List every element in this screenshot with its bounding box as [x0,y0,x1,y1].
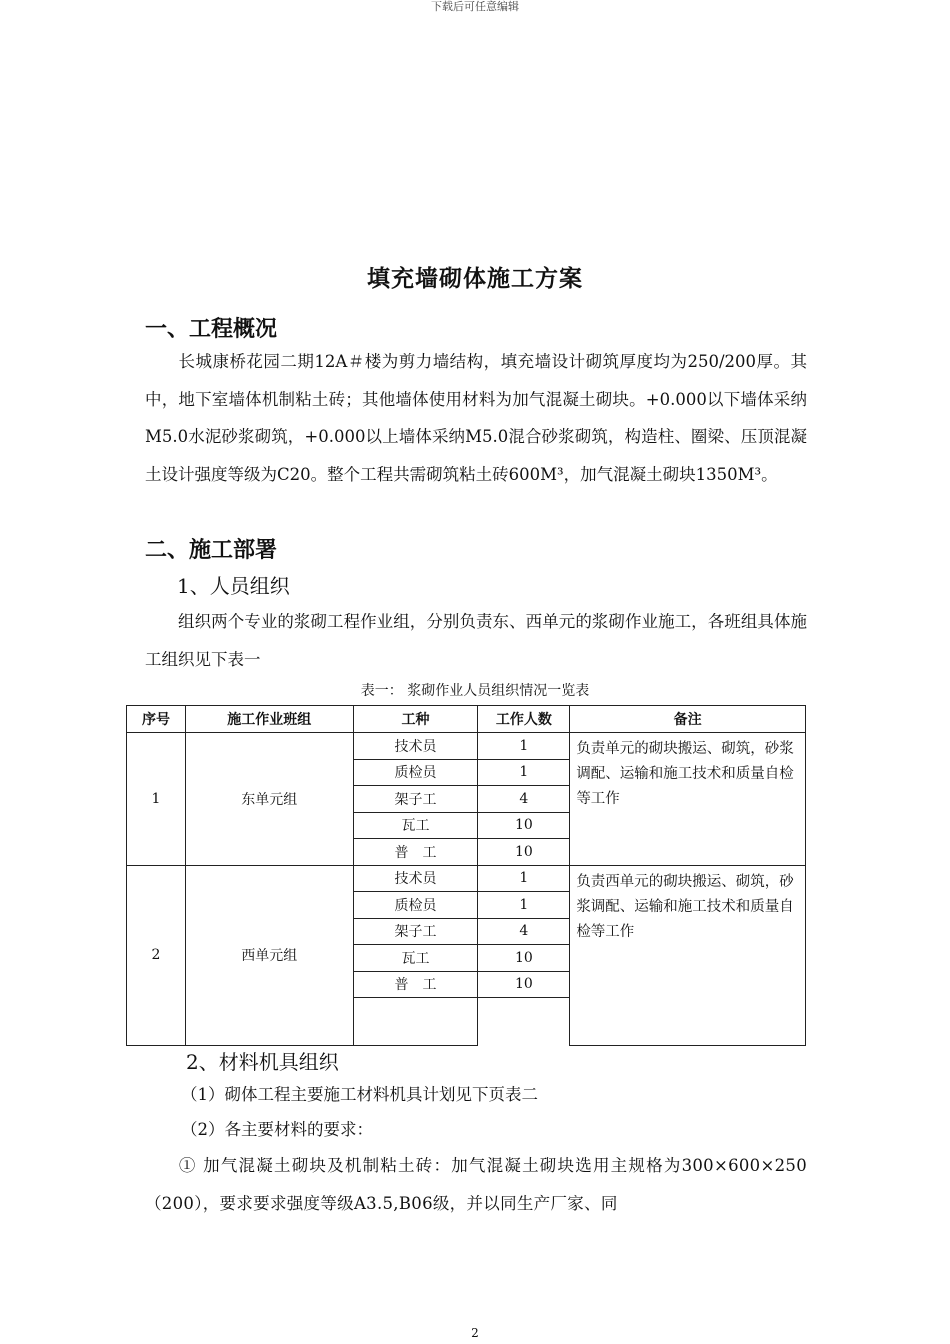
materials-item-1: （1）砌体工程主要施工材料机具计划见下页表二 [181,1085,538,1104]
personnel-paragraph [145,603,807,678]
count-cell: 1 [478,759,570,786]
subheading-personnel: 1、人员组织 [177,574,290,598]
trade-cell: 质检员 [353,759,478,786]
group-team: 东单元组 [185,733,353,866]
count-cell: 4 [478,918,570,945]
overview-text: 长城康桥花园二期12A＃楼为剪力墙结构，填充墙设计砌筑厚度均为250/200厚。其中，地下室墙体机制粘土砖；其他墙体使用材料为加气混凝土砌块。+0.000以下墙体采纳M5.0水泥砂浆砌筑，+0.000以上墙体采纳M5.0混合砂浆砌筑，构造柱、圈梁、压顶混凝土设计强度等级为C20。整个工程共需砌筑粘土砖600M³，加气混凝土砌块1350M³。 [145,352,807,484]
count-cell: 1 [478,733,570,760]
section-heading-overview: 一、工程概况 [145,316,278,342]
header-note: 备注 [570,706,806,733]
table-row [127,733,806,760]
header-no: 序号 [127,706,186,733]
trade-cell: 技术员 [353,865,478,892]
personnel-text: 组织两个专业的浆砌工程作业组，分别负责东、西单元的浆砌作业施工，各班组具体施工组织见下表一 [145,612,807,669]
trade-cell: 瓦工 [353,945,478,972]
count-cell: 1 [478,892,570,919]
empty-cell [478,998,570,1046]
trade-cell: 瓦工 [353,812,478,839]
materials-item-2: （2）各主要材料的要求： [181,1120,373,1139]
group-note: 负责单元的砌块搬运、砌筑，砂浆调配、运输和施工技术和质量自检等工作 [570,733,806,866]
crew-table [126,705,806,1046]
trade-cell: 技术员 [353,733,478,760]
trade-cell: 普 工 [353,839,478,866]
trade-cell: 质检员 [353,892,478,919]
count-cell: 10 [478,971,570,998]
count-cell: 10 [478,945,570,972]
page-number: 2 [471,1326,479,1340]
section-heading-deployment: 二、施工部署 [145,537,278,563]
table-header-row [127,706,806,733]
table-caption: 表一： 浆砌作业人员组织情况一览表 [360,683,590,699]
trade-cell: 架子工 [353,918,478,945]
trade-cell: 架子工 [353,786,478,813]
header-team: 施工作业班组 [185,706,353,733]
overview-paragraph [145,343,807,493]
trade-cell: 普 工 [353,971,478,998]
materials-item-3-text: ① 加气混凝土砌块及机制粘土砖：加气混凝土砌块选用主规格为300×600×250（200），要求要求强度等级A3.5,B06级，并以同生产厂家、同 [145,1156,807,1213]
materials-item-3 [145,1147,807,1222]
group-note: 负责西单元的砌块搬运、砌筑，砂浆调配、运输和施工技术和质量自检等工作 [570,865,806,1046]
count-cell: 10 [478,812,570,839]
count-cell: 10 [478,839,570,866]
group-team: 西单元组 [185,865,353,1046]
subheading-materials: 2、材料机具组织 [186,1050,339,1074]
header-trade: 工种 [353,706,478,733]
group-no: 2 [127,865,186,1046]
group-no: 1 [127,733,186,866]
empty-cell [353,998,478,1046]
count-cell: 4 [478,786,570,813]
header-note: 下载后可任意编辑 [431,0,519,13]
count-cell: 1 [478,865,570,892]
header-count: 工作人数 [478,706,570,733]
table-row [127,865,806,892]
document-title: 填充墙砌体施工方案 [367,265,583,292]
